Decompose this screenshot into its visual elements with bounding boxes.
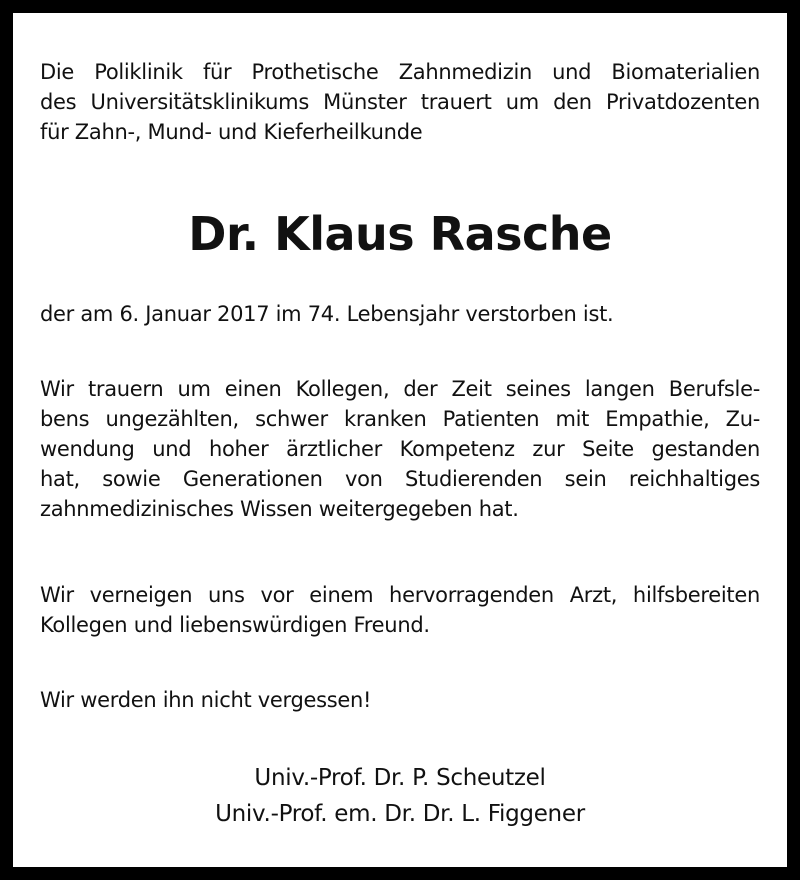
respect-paragraph xyxy=(40,580,760,640)
obituary-frame xyxy=(13,13,787,867)
obituary-content xyxy=(40,57,760,827)
tribute-line: zahnmedizinisches Wissen weitergegeben hat. xyxy=(40,497,519,521)
death-notice xyxy=(40,299,760,329)
tribute-line: hat, sowie Generationen von Studierenden sein reichhaltiges xyxy=(40,467,760,491)
intro-line: Die Poliklinik für Prothetische Zahnmedizin und Biomaterialien xyxy=(40,60,760,84)
intro-paragraph xyxy=(40,57,760,147)
tribute-line: bens ungezählten, schwer kranken Patienten mit Empathie, Zu- xyxy=(40,407,760,431)
tribute-paragraph xyxy=(40,374,760,524)
closing-text: Wir werden ihn nicht vergessen! xyxy=(40,688,372,712)
respect-line: Kollegen und liebenswürdigen Freund. xyxy=(40,613,430,637)
signature-line: Univ.-Prof. Dr. P. Scheutzel xyxy=(254,765,546,791)
intro-line: des Universitätsklinikums Münster trauert um den Privatdozenten xyxy=(40,90,760,114)
signatures xyxy=(40,760,760,832)
respect-line: Wir verneigen uns vor einem hervorragenden Arzt, hilfsbereiten xyxy=(40,583,760,607)
deceased-name: Dr. Klaus Rasche xyxy=(188,207,612,261)
death-notice-line: der am 6. Januar 2017 im 74. Lebensjahr verstorben ist. xyxy=(40,302,614,326)
closing-line xyxy=(40,685,760,715)
signature-line: Univ.-Prof. em. Dr. Dr. L. Figgener xyxy=(215,801,585,827)
tribute-line: Wir trauern um einen Kollegen, der Zeit seines langen Berufsle- xyxy=(40,377,760,401)
tribute-line: wendung und hoher ärztlicher Kompetenz zur Seite gestanden xyxy=(40,437,760,461)
intro-line: für Zahn-, Mund- und Kieferheilkunde xyxy=(40,120,423,144)
